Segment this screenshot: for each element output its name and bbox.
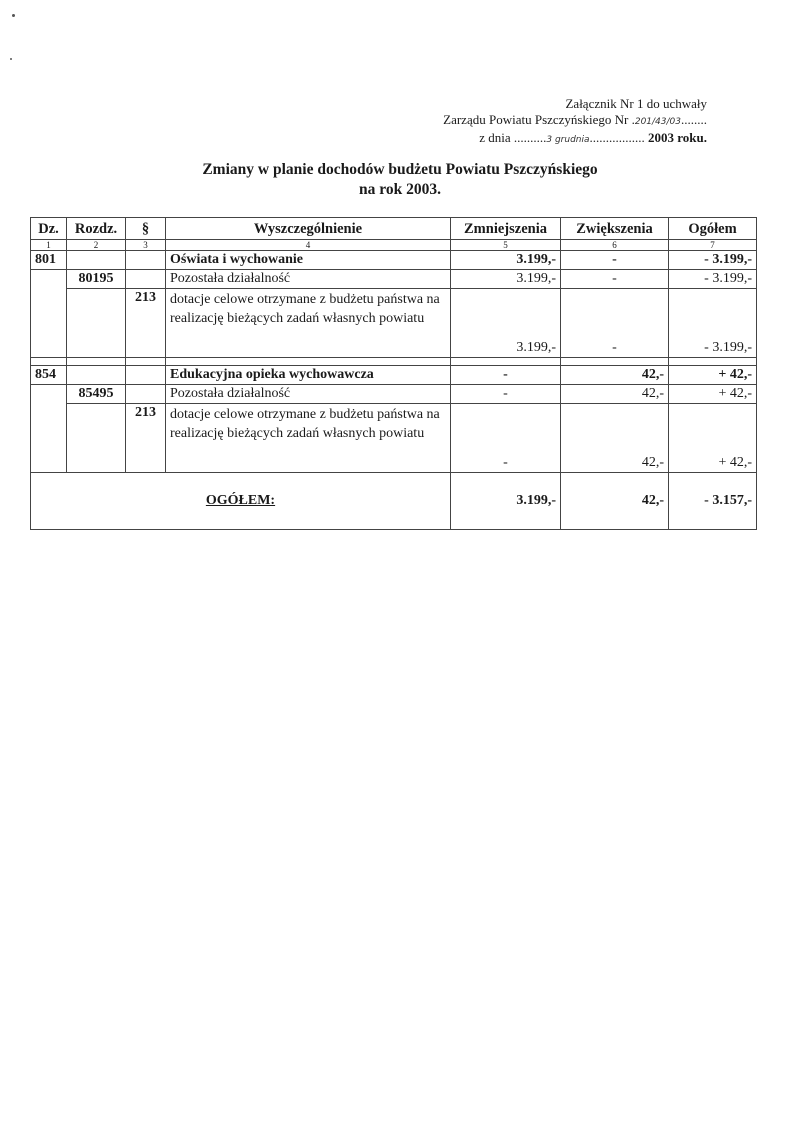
chapter-name: Pozostała działalność	[166, 385, 451, 404]
division-decrease: 3.199,-	[451, 251, 561, 270]
attachment-line-2	[443, 112, 707, 130]
empty-cell	[67, 289, 126, 358]
chapter-code: 85495	[67, 385, 126, 404]
scan-speck	[12, 14, 15, 17]
paragraph-decrease: 3.199,-	[451, 289, 561, 358]
col-number: 5	[451, 240, 561, 251]
gap-cell	[451, 358, 561, 366]
col-number: 6	[561, 240, 669, 251]
paragraph-decrease: -	[451, 404, 561, 473]
grand-total-label: OGÓŁEM:	[31, 473, 451, 530]
paragraph-total: - 3.199,-	[669, 289, 757, 358]
grand-total-row	[31, 473, 757, 530]
grand-total-overall: - 3.157,-	[669, 473, 757, 530]
division-code: 801	[31, 251, 67, 270]
chapter-increase: 42,-	[561, 385, 669, 404]
division-increase: 42,-	[561, 366, 669, 385]
empty-cell	[126, 385, 166, 404]
empty-cell	[126, 251, 166, 270]
paragraph-increase: 42,-	[561, 404, 669, 473]
gap-cell	[31, 358, 67, 366]
paragraph-total: + 42,-	[669, 404, 757, 473]
empty-cell	[31, 385, 67, 473]
date-handwritten: 3 grudnia	[546, 135, 590, 145]
col-number: 1	[31, 240, 67, 251]
division-row	[31, 251, 757, 270]
paragraph-code: 213	[126, 289, 166, 358]
header-description: Wyszczególnienie	[166, 218, 451, 240]
chapter-row	[31, 270, 757, 289]
column-number-row	[31, 240, 757, 251]
header-paragraph: §	[126, 218, 166, 240]
gap-cell	[126, 358, 166, 366]
paragraph-code: 213	[126, 404, 166, 473]
resolution-number-handwritten: 201/43/03	[634, 117, 681, 127]
grand-total-increase: 42,-	[561, 473, 669, 530]
resolution-dots: ........	[681, 112, 707, 127]
col-number: 3	[126, 240, 166, 251]
empty-cell	[31, 270, 67, 358]
division-name: Oświata i wychowanie	[166, 251, 451, 270]
paragraph-increase: -	[561, 289, 669, 358]
section-gap	[31, 358, 757, 366]
chapter-code: 80195	[67, 270, 126, 289]
chapter-total: + 42,-	[669, 385, 757, 404]
chapter-total: - 3.199,-	[669, 270, 757, 289]
chapter-increase: -	[561, 270, 669, 289]
header-rozdz: Rozdz.	[67, 218, 126, 240]
attachment-line-1: Załącznik Nr 1 do uchwały	[565, 96, 707, 111]
division-row	[31, 366, 757, 385]
header-decrease: Zmniejszenia	[451, 218, 561, 240]
attachment-header	[443, 96, 707, 148]
header-total: Ogółem	[669, 218, 757, 240]
year-label: 2003 roku.	[648, 130, 707, 145]
chapter-decrease: -	[451, 385, 561, 404]
gap-cell	[166, 358, 451, 366]
header-increase: Zwiększenia	[561, 218, 669, 240]
header-dz: Dz.	[31, 218, 67, 240]
gap-cell	[561, 358, 669, 366]
chapter-row	[31, 385, 757, 404]
paragraph-row	[31, 289, 757, 358]
gap-cell	[669, 358, 757, 366]
col-number: 2	[67, 240, 126, 251]
division-name: Edukacyjna opieka wychowawcza	[166, 366, 451, 385]
chapter-decrease: 3.199,-	[451, 270, 561, 289]
attachment-line-3	[443, 130, 707, 148]
paragraph-name: dotacje celowe otrzymane z budżetu państwa na realizację bieżących zadań własnych powiatu	[166, 404, 451, 473]
empty-cell	[67, 404, 126, 473]
empty-cell	[126, 366, 166, 385]
chapter-name: Pozostała działalność	[166, 270, 451, 289]
division-code: 854	[31, 366, 67, 385]
empty-cell	[67, 251, 126, 270]
grand-total-decrease: 3.199,-	[451, 473, 561, 530]
col-number: 7	[669, 240, 757, 251]
empty-cell	[67, 366, 126, 385]
resolution-label: Zarządu Powiatu Pszczyńskiego Nr .	[443, 112, 635, 127]
budget-changes-table	[30, 217, 757, 530]
empty-cell	[126, 270, 166, 289]
document-title	[150, 160, 650, 200]
gap-cell	[67, 358, 126, 366]
division-increase: -	[561, 251, 669, 270]
paragraph-row	[31, 404, 757, 473]
date-dots: .................	[589, 130, 648, 145]
paragraph-name: dotacje celowe otrzymane z budżetu państwa na realizację bieżących zadań własnych powiatu	[166, 289, 451, 358]
division-total: + 42,-	[669, 366, 757, 385]
date-label: z dnia ..........	[479, 130, 547, 145]
table-header-row	[31, 218, 757, 240]
scan-speck	[10, 58, 12, 60]
col-number: 4	[166, 240, 451, 251]
division-decrease: -	[451, 366, 561, 385]
division-total: - 3.199,-	[669, 251, 757, 270]
title-line-2: na rok 2003.	[359, 181, 441, 198]
title-line-1: Zmiany w planie dochodów budżetu Powiatu Pszczyńskiego	[202, 161, 598, 178]
